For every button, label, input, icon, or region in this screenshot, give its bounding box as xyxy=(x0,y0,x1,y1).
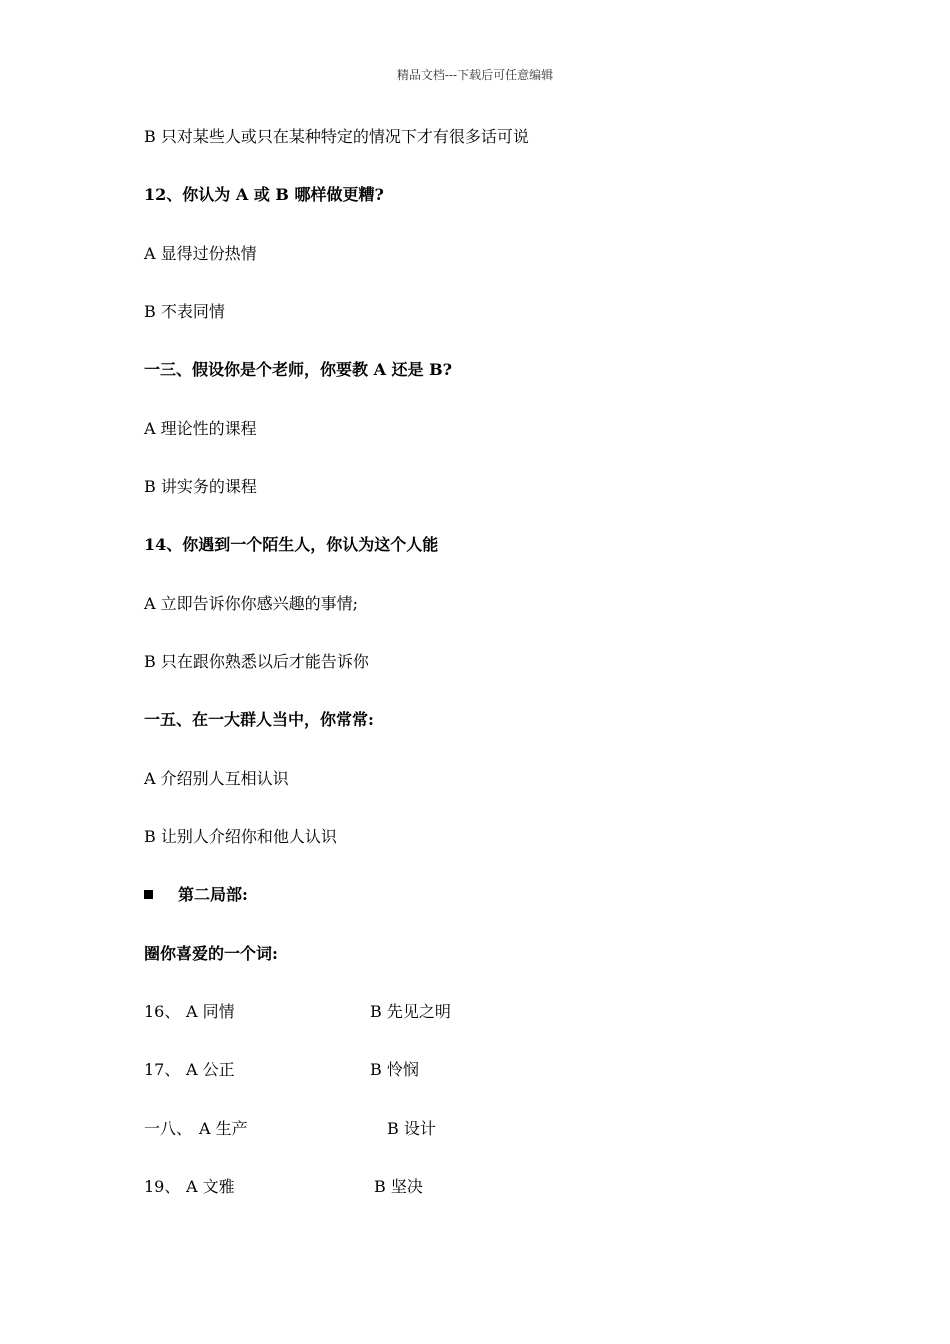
option-b-q13: B 讲实务的课程 xyxy=(144,477,257,496)
pair-option-a: A 文雅 xyxy=(186,1177,235,1196)
question-12: 12、你认为 A 或 B 哪样做更糟? xyxy=(144,185,384,204)
pair-option-b: B 先见之明 xyxy=(370,1002,451,1021)
square-bullet-icon xyxy=(144,890,153,899)
page-header: 精品文档---下载后可任意编辑 xyxy=(396,68,554,82)
pair-option-b: B 设计 xyxy=(387,1119,436,1138)
option-b-q15: B 让别人介绍你和他人认识 xyxy=(144,827,337,846)
question-15: 一五、在一大群人当中，你常常: xyxy=(144,710,374,729)
option-a-q12: A 显得过份热情 xyxy=(144,244,257,263)
pair-number: 16、 xyxy=(144,1002,181,1021)
pair-number: 一八、 xyxy=(144,1119,193,1138)
option-a-q14: A 立即告诉你你感兴趣的事情; xyxy=(144,594,359,613)
pair-option-b: B 坚决 xyxy=(374,1177,423,1196)
question-13: 一三、假设你是个老师，你要教 A 还是 B? xyxy=(144,360,453,379)
pair-option-b: B 怜悯 xyxy=(370,1060,419,1079)
pair-option-a: A 公正 xyxy=(186,1060,235,1079)
section-heading xyxy=(144,884,248,906)
option-b-q14: B 只在跟你熟悉以后才能告诉你 xyxy=(144,652,369,671)
pair-number: 17、 xyxy=(144,1060,181,1079)
question-14: 14、你遇到一个陌生人，你认为这个人能 xyxy=(144,535,439,554)
pair-number: 19、 xyxy=(144,1177,181,1196)
option-a-q13: A 理论性的课程 xyxy=(144,419,257,438)
section-instruction: 圈你喜爱的一个词: xyxy=(144,944,278,963)
pair-option-a: A 生产 xyxy=(199,1119,248,1138)
section-title: 第二局部: xyxy=(178,885,248,904)
option-a-q15: A 介绍别人互相认识 xyxy=(144,769,289,788)
option-b-q11: B 只对某些人或只在某种特定的情况下才有很多话可说 xyxy=(144,127,529,146)
option-b-q12: B 不表同情 xyxy=(144,302,225,321)
pair-option-a: A 同情 xyxy=(186,1002,235,1021)
